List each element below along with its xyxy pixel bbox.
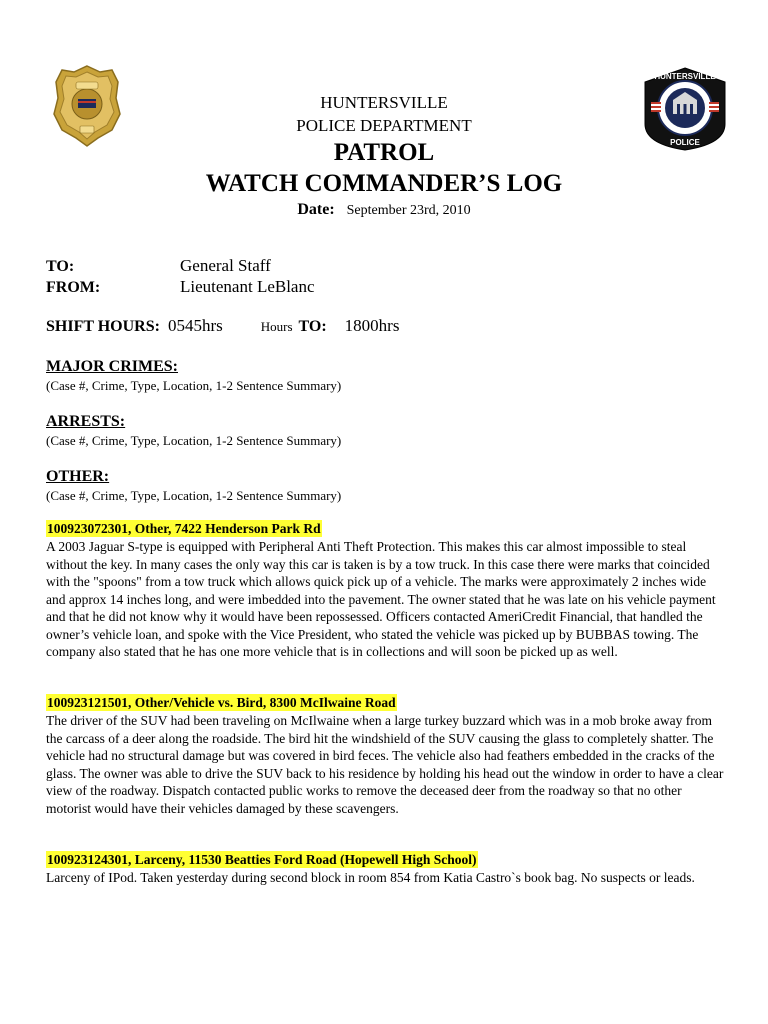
document-title: WATCH COMMANDER’S LOG xyxy=(205,170,563,197)
log-entry xyxy=(46,851,726,887)
shift-hours-line xyxy=(46,316,399,336)
entry-case-title: 100923121501, Other/Vehicle vs. Bird, 8300 McIlwaine Road xyxy=(47,695,396,710)
shift-end: 1800hrs xyxy=(344,316,400,335)
city-name: HUNTERSVILLE xyxy=(320,93,448,112)
section-subtitle: (Case #, Crime, Type, Location, 1-2 Sentence Summary) xyxy=(46,433,342,448)
section-title: OTHER: xyxy=(46,468,110,485)
section-subtitle: (Case #, Crime, Type, Location, 1-2 Sentence Summary) xyxy=(46,488,342,503)
patch-top-text: HUNTERSVILLE xyxy=(654,72,716,81)
hours-word: Hours xyxy=(260,319,293,334)
section-arrests xyxy=(46,412,341,449)
date-value: September 23rd, 2010 xyxy=(346,203,471,218)
to-word: TO: xyxy=(298,318,327,335)
date-label: Date: xyxy=(297,201,335,218)
date-line xyxy=(0,201,768,219)
division-title: PATROL xyxy=(333,139,435,166)
entry-case-title: 100923072301, Other, 7422 Henderson Park Rd xyxy=(47,521,321,536)
section-subtitle: (Case #, Crime, Type, Location, 1-2 Sentence Summary) xyxy=(46,378,342,393)
section-title: ARRESTS: xyxy=(46,413,126,430)
entry-summary: Larceny of IPod. Taken yesterday during second block in room 854 from Katia Castro`s book bag. No suspects or leads. xyxy=(46,870,695,885)
to-label: TO: xyxy=(46,258,75,275)
entry-summary: The driver of the SUV had been traveling on McIlwaine when a large turkey buzzard which was in a mob broke away from the carcass of a deer along the roadside. The bird hit the windshield of the SUV causing the glass to completely shatter. The vehicle had no structural damage but was covered in bird feces. The vehicle also had feathers embedded in the cracks of the glass. The owner was able to drive the SUV back to his residence by holding his head out the window in order to have a clear view of the roadway. Dispatch contacted public works to remove the deceased deer from the roadway so that no other motorist would have their vehicles damaged by these scavengers. xyxy=(46,713,724,816)
log-entry xyxy=(46,694,726,817)
entry-summary: A 2003 Jaguar S-type is equipped with Peripheral Anti Theft Protection. This makes this car almost impossible to steal without the key. In many cases the only way this car is taken is by a tow truck. In this case there were marks that coincided with the "spoons" from a tow truck which allows quick pick up of a vehicle. The marks were approximately 2 inches wide and approx 14 inches long, and were imbedded into the pavement. The owner stated that he was late on his vehicle payment and that he did not know why it would have been repossessed. Officers contacted AmeriCredit Financial, that handled the owner’s vehicle loan, and spoke with the Vice President, who stated the vehicle was picked up by BUBBAS towing. The company also stated that he has one more vehicle that is in collections and will soon be picked up as well. xyxy=(46,539,716,659)
section-major-crimes xyxy=(46,357,341,394)
shift-start: 0545hrs xyxy=(167,316,223,335)
entry-case-title: 100923124301, Larceny, 11530 Beatties Ford Road (Hopewell High School) xyxy=(47,852,477,867)
department-header xyxy=(0,91,768,199)
log-entry xyxy=(46,520,726,661)
from-label: FROM: xyxy=(46,279,101,296)
from-value: Lieutenant LeBlanc xyxy=(180,277,315,296)
department-name: POLICE DEPARTMENT xyxy=(296,116,472,135)
patch-bottom-text: POLICE xyxy=(670,138,700,147)
to-value: General Staff xyxy=(180,256,271,275)
shift-hours-label: SHIFT HOURS: xyxy=(46,318,160,335)
section-other xyxy=(46,467,341,504)
section-title: MAJOR CRIMES: xyxy=(46,358,178,375)
